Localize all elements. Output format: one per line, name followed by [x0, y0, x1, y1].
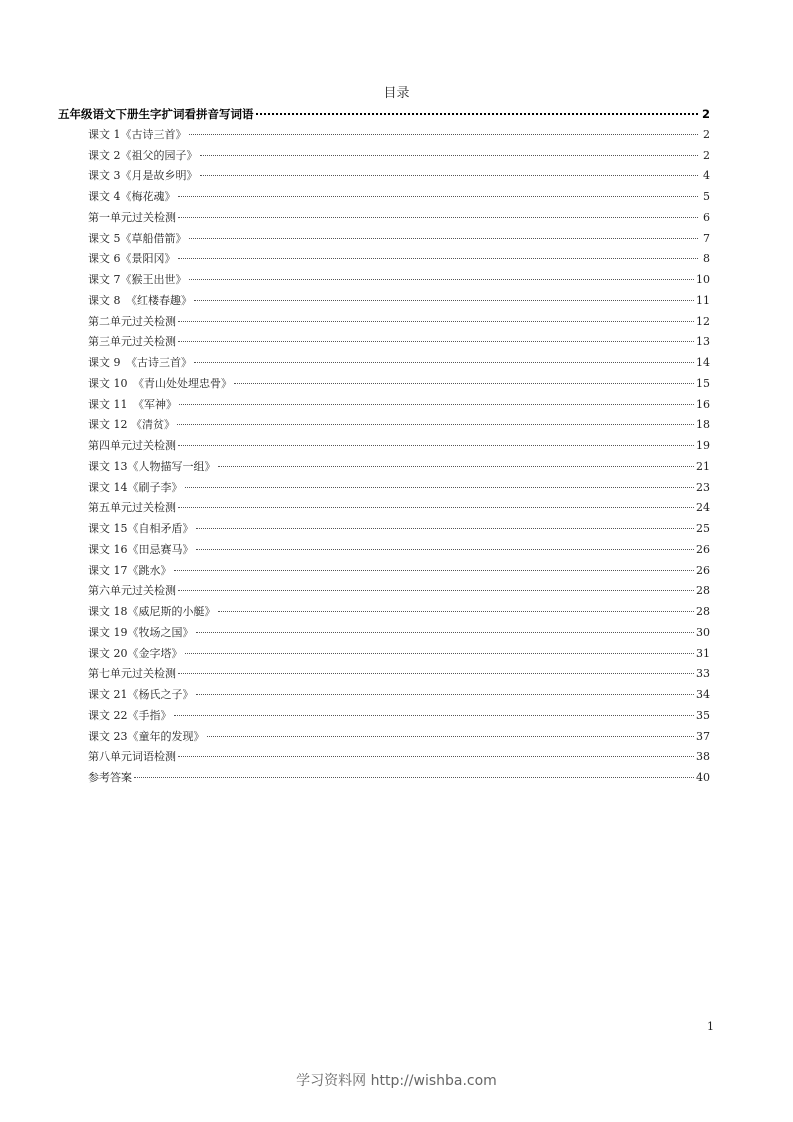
toc-entry-page: 2 — [701, 107, 710, 121]
toc-entry-page: 25 — [696, 522, 710, 535]
toc-entry-label: 课文 6《景阳冈》 — [88, 252, 176, 266]
toc-entry-page: 2 — [703, 148, 710, 162]
toc-entry[interactable] — [58, 353, 710, 374]
toc-entry-page: 2 — [703, 127, 710, 141]
toc-entry[interactable] — [58, 270, 710, 291]
toc-leader-dots — [174, 714, 695, 716]
toc-leader-dots — [178, 216, 698, 218]
toc-entry-page: 11 — [696, 293, 710, 307]
toc-entry[interactable] — [58, 291, 710, 312]
toc-entry-label: 第四单元过关检测 — [88, 439, 176, 452]
toc-entry-page: 13 — [696, 335, 710, 349]
toc-entry-page: 31 — [696, 646, 710, 660]
toc-leader-dots — [178, 755, 694, 757]
toc-entry[interactable] — [58, 146, 710, 167]
toc-entry-page: 24 — [696, 501, 710, 515]
toc-entry[interactable] — [58, 644, 710, 665]
toc-entry[interactable] — [58, 457, 710, 478]
toc-entry-page: 16 — [696, 397, 710, 411]
toc-entry-label: 课文 13《人物描写一组》 — [88, 459, 216, 473]
toc-leader-dots — [196, 527, 695, 529]
footer-watermark: 学习资料网 http://wishba.com — [296, 1073, 497, 1089]
toc-entry[interactable] — [58, 125, 710, 146]
toc-entry-label: 五年级语文下册生字扩词看拼音写词语 — [58, 107, 254, 121]
toc-leader-dots — [178, 672, 694, 674]
toc-entry-label: 课文 16《田忌赛马》 — [88, 542, 194, 556]
toc-entry-label: 课文 9 《古诗三首》 — [88, 356, 192, 369]
toc-leader-dots — [189, 133, 699, 135]
toc-leader-dots — [196, 693, 695, 695]
toc-entry-label: 课文 7《猴王出世》 — [88, 273, 187, 286]
toc-leader-dots — [134, 776, 694, 778]
toc-entry[interactable] — [58, 312, 710, 333]
toc-entry-page: 26 — [696, 542, 710, 556]
toc-entry-page: 35 — [696, 708, 710, 722]
toc-entry[interactable] — [58, 540, 710, 561]
toc-leader-dots — [189, 278, 695, 280]
toc-entry-page: 19 — [696, 439, 710, 452]
toc-entry-page: 6 — [703, 210, 710, 224]
toc-entry-page: 38 — [696, 750, 710, 764]
toc-leader-dots — [178, 340, 694, 342]
toc-entry-label: 课文 5《草船借箭》 — [88, 231, 187, 245]
toc-entry-label: 课文 18《威尼斯的小艇》 — [88, 605, 216, 618]
toc-leader-dots — [178, 257, 699, 259]
toc-entry-label: 参考答案 — [88, 771, 132, 784]
toc-entry-label: 课文 4《梅花魂》 — [88, 190, 176, 203]
toc-entry-label: 课文 12 《清贫》 — [88, 418, 175, 432]
toc-entry-main[interactable] — [58, 104, 710, 125]
toc-entry-page: 23 — [696, 480, 710, 494]
toc-entry-label: 第五单元过关检测 — [88, 501, 176, 515]
toc-entry[interactable] — [58, 664, 710, 685]
toc-entry-label: 第二单元过关检测 — [88, 314, 176, 328]
toc-entry-page: 14 — [696, 356, 710, 369]
toc-entry[interactable] — [58, 208, 710, 229]
toc-entry-page: 21 — [696, 459, 710, 473]
toc-leader-dots — [218, 465, 695, 467]
toc-entry-page: 28 — [696, 584, 710, 598]
toc-entry-page: 37 — [696, 729, 710, 743]
toc-entry-page: 5 — [703, 190, 710, 203]
toc-leader-dots — [256, 112, 699, 115]
toc-entry[interactable] — [58, 768, 710, 789]
toc-entry-label: 课文 15《自相矛盾》 — [88, 522, 194, 535]
toc-leader-dots — [177, 423, 694, 425]
toc-entry-page: 12 — [696, 314, 710, 328]
toc-entry-page: 7 — [703, 231, 710, 245]
toc-entry[interactable] — [58, 685, 710, 706]
page-number: 1 — [707, 1020, 714, 1033]
toc-leader-dots — [194, 299, 694, 301]
toc-entry-label: 课文 17《跳水》 — [88, 563, 172, 577]
toc-leader-dots — [200, 174, 699, 176]
toc-title: 目录 — [383, 86, 410, 101]
toc-leader-dots — [178, 506, 694, 508]
toc-entry-label: 课文 19《牧场之国》 — [88, 625, 194, 639]
toc-entry-page: 10 — [696, 273, 710, 286]
toc-entry-label: 课文 1《古诗三首》 — [88, 127, 187, 141]
toc-entry-label: 第六单元过关检测 — [88, 584, 176, 598]
toc-entry-label: 课文 23《童年的发现》 — [88, 729, 205, 743]
toc-entry-label: 课文 11 《军神》 — [88, 397, 177, 411]
toc-entry-label: 课文 22《手指》 — [88, 708, 172, 722]
toc-entry-label: 第七单元过关检测 — [88, 667, 176, 681]
toc-entry[interactable] — [58, 395, 710, 416]
toc-entry-label: 课文 14《刷子李》 — [88, 480, 183, 494]
toc-leader-dots — [194, 361, 694, 363]
toc-entry[interactable] — [58, 374, 710, 395]
toc-entry-page: 28 — [696, 605, 710, 618]
table-of-contents — [58, 104, 710, 789]
toc-leader-dots — [174, 569, 695, 571]
toc-leader-dots — [185, 652, 695, 654]
toc-leader-dots — [179, 403, 694, 405]
toc-entry-label: 课文 21《杨氏之子》 — [88, 688, 194, 701]
toc-entry[interactable] — [58, 415, 710, 436]
toc-leader-dots — [234, 382, 694, 384]
toc-entry-label: 第三单元过关检测 — [88, 335, 176, 349]
toc-entry-page: 34 — [696, 688, 710, 701]
toc-entry-page: 8 — [703, 252, 710, 266]
toc-entry[interactable] — [58, 166, 710, 187]
toc-entry-page: 30 — [696, 625, 710, 639]
toc-entry[interactable] — [58, 478, 710, 499]
toc-entry[interactable] — [58, 561, 710, 582]
toc-entry-page: 18 — [696, 418, 710, 432]
toc-entry[interactable] — [58, 436, 710, 457]
toc-leader-dots — [189, 237, 699, 239]
toc-entry-page: 4 — [703, 169, 710, 183]
toc-entry-page: 33 — [696, 667, 710, 681]
toc-leader-dots — [196, 548, 695, 550]
toc-entry[interactable] — [58, 706, 710, 727]
toc-leader-dots — [200, 154, 699, 156]
toc-entry[interactable] — [58, 187, 710, 208]
toc-entry-page: 40 — [696, 771, 710, 784]
toc-leader-dots — [185, 486, 695, 488]
toc-entry-label: 课文 8 《红楼春趣》 — [88, 293, 192, 307]
toc-entry[interactable] — [58, 332, 710, 353]
toc-entry[interactable] — [58, 519, 710, 540]
toc-entry[interactable] — [58, 249, 710, 270]
toc-leader-dots — [178, 444, 694, 446]
toc-entry[interactable] — [58, 229, 710, 250]
toc-leader-dots — [178, 589, 694, 591]
toc-entry[interactable] — [58, 623, 710, 644]
toc-entry[interactable] — [58, 727, 710, 748]
toc-leader-dots — [178, 195, 699, 197]
toc-entry[interactable] — [58, 747, 710, 768]
toc-entry[interactable] — [58, 581, 710, 602]
toc-entry-label: 课文 20《金字塔》 — [88, 646, 183, 660]
toc-leader-dots — [207, 735, 695, 737]
toc-leader-dots — [218, 610, 695, 612]
toc-entry-label: 课文 2《祖父的园子》 — [88, 148, 198, 162]
toc-entry-label: 课文 3《月是故乡明》 — [88, 169, 198, 183]
toc-entry[interactable] — [58, 498, 710, 519]
toc-entry-label: 第八单元词语检测 — [88, 750, 176, 764]
toc-leader-dots — [196, 631, 695, 633]
toc-entry-label: 第一单元过关检测 — [88, 210, 176, 224]
toc-entry[interactable] — [58, 602, 710, 623]
toc-leader-dots — [178, 320, 694, 322]
toc-entry-page: 15 — [696, 376, 710, 390]
toc-entry-label: 课文 10 《青山处处埋忠骨》 — [88, 376, 232, 390]
toc-entry-page: 26 — [696, 563, 710, 577]
